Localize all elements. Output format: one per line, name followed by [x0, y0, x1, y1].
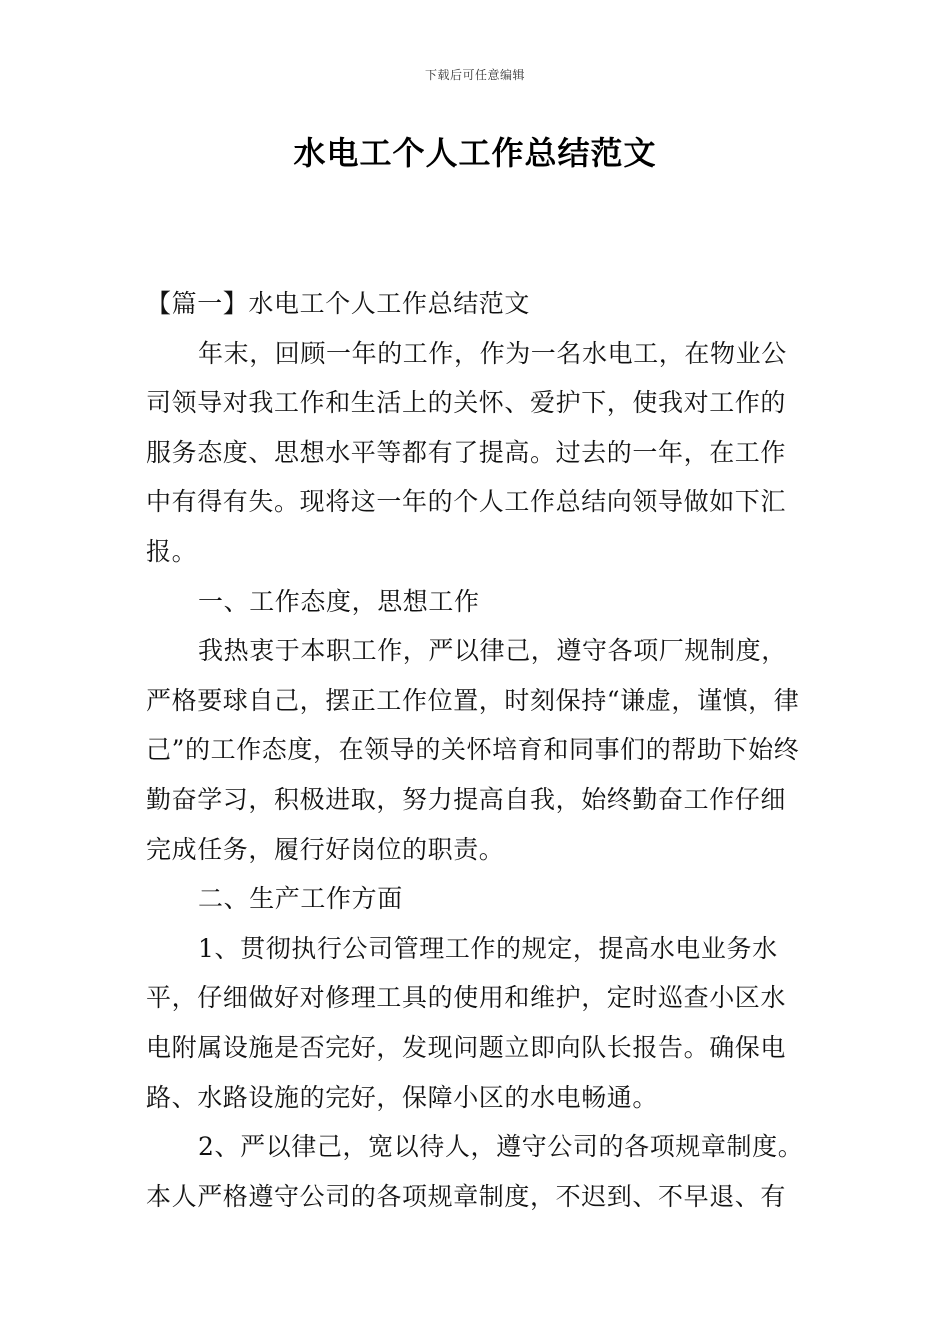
subheading: 二、生产工作方面: [198, 884, 403, 914]
paragraph: 1、贯彻执行公司管理工作的规定，提高水电业务水平，仔细做好对修理工具的使用和维护，定时巡查小区水电附属设施是否完好，发现问题立即向队长报告。确保电路、水路设施的完好，保障小区的水电畅通。: [146, 933, 787, 1112]
document-body: [146, 279, 810, 1221]
subheading: 一、工作态度，思想工作: [198, 586, 480, 616]
paragraph: 2、严以律己，宽以待人，遵守公司的各项规章制度。本人严格遵守公司的各项规章制度，不迟到、不早退、有: [146, 1132, 804, 1211]
header-note: 下载后可任意编辑: [424, 68, 525, 82]
paragraph: 年末，回顾一年的工作，作为一名水电工，在物业公司领导对我工作和生活上的关怀、爱护下，使我对工作的服务态度、思想水平等都有了提高。过去的一年，在工作中有得有失。现将这一年的个人工作总结向领导做如下汇报。: [146, 338, 787, 566]
paragraph: 我热衷于本职工作，严以律己，遵守各项厂规制度，严格要球自己，摆正工作位置，时刻保持“谦虚，谨慎，律己”的工作态度，在领导的关怀培育和同事们的帮助下始终勤奋学习，积极进取，努力提高自我，始终勤奋工作仔细完成任务，履行好岗位的职责。: [146, 636, 800, 864]
document-title: 水电工个人工作总结范文: [293, 134, 657, 172]
section-heading: 【篇一】水电工个人工作总结范文: [146, 289, 531, 318]
